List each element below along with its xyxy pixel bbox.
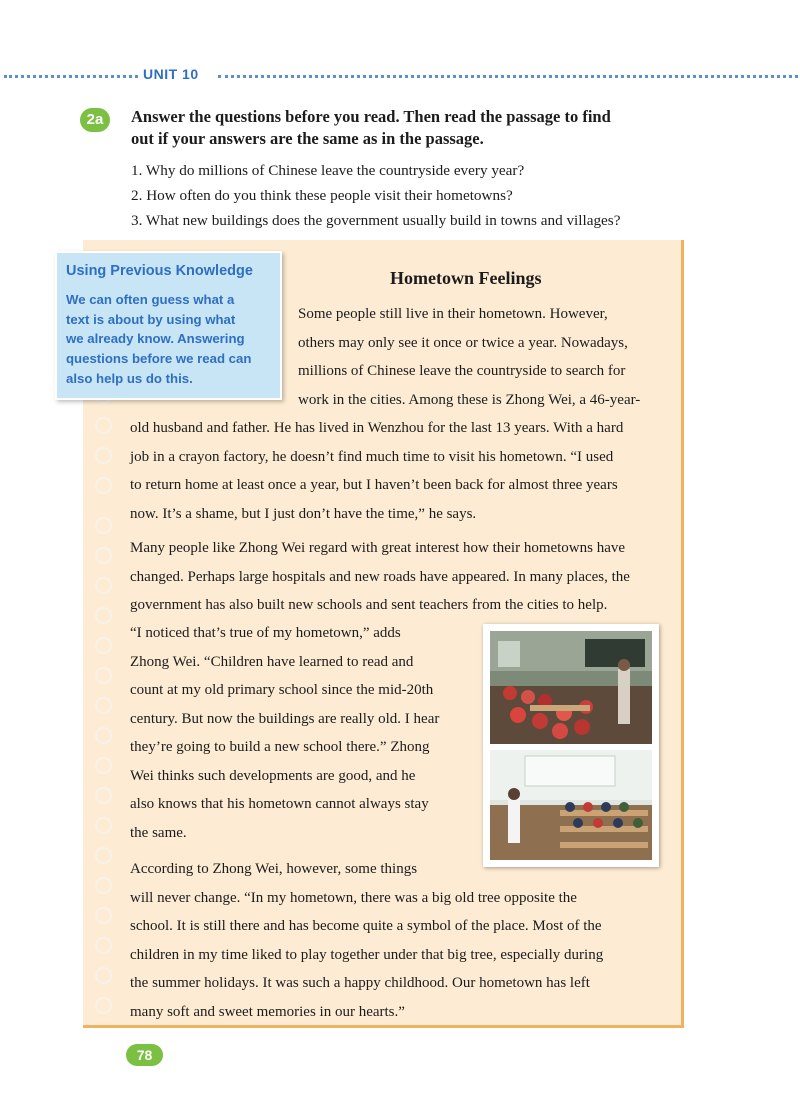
- unit-title: UNIT 10: [143, 66, 199, 82]
- passage-line: the summer holidays. It was such a happy childhood. Our hometown has left: [130, 975, 590, 991]
- passage-line: now. It’s a shame, but I just don’t have the time,” he says.: [130, 505, 477, 522]
- question-item: 3. What new buildings does the government usually build in towns and villages?: [131, 212, 621, 229]
- task-instruction: [131, 106, 691, 150]
- passage-paragraph-2: [130, 534, 630, 620]
- passage-line: to return home at least once a year, but I haven’t been back for almost three years: [130, 477, 618, 493]
- binder-ring-icon: [95, 997, 112, 1014]
- new-classroom-photo: [490, 750, 652, 860]
- passage-line: century. But now the buildings are really old. I hear: [130, 710, 440, 727]
- binder-ring-icon: [95, 787, 112, 804]
- binder-ring-icon: [95, 847, 112, 864]
- old-classroom-photo: [490, 631, 652, 744]
- passage-line: count at my old primary school since the mid-20th: [130, 682, 434, 698]
- binder-ring-icon: [95, 967, 112, 984]
- passage-line: millions of Chinese leave the countryside to search for: [298, 363, 626, 379]
- passage-paragraph-4: [130, 855, 603, 1026]
- passage-title: Hometown Feelings: [390, 268, 542, 288]
- task-badge: 2a: [80, 108, 110, 132]
- classroom-photos: [483, 624, 659, 867]
- binder-ring-icon: [95, 877, 112, 894]
- binder-ring-icon: [95, 817, 112, 834]
- passage-paragraph-3: [130, 619, 439, 847]
- passage-line: also knows that his hometown cannot always stay: [130, 796, 429, 812]
- old-classroom-image: [490, 631, 652, 744]
- question-item: 1. Why do millions of Chinese leave the countryside every year?: [131, 162, 525, 179]
- passage-line: work in the cities. Among these is Zhong Wei, a 46-year-: [298, 391, 641, 408]
- question-list: [131, 158, 620, 233]
- binder-ring-icon: [95, 907, 112, 924]
- tip-title: Using Previous Knowledge: [66, 263, 253, 279]
- binder-ring-icon: [95, 607, 112, 624]
- tip-line: we already know. Answering: [66, 331, 245, 347]
- passage-line: Some people still live in their hometown. However,: [298, 306, 608, 322]
- header-dotted-rule-left: [4, 75, 138, 78]
- binder-ring-icon: [95, 667, 112, 684]
- passage-line: will never change. “In my hometown, there was a big old tree opposite the: [130, 889, 577, 906]
- binder-ring-icon: [95, 637, 112, 654]
- passage-line: job in a crayon factory, he doesn’t find much time to visit his hometown. “I used: [130, 448, 614, 465]
- passage-line: Wei thinks such developments are good, and he: [130, 767, 416, 784]
- tip-line: questions before we read can: [66, 351, 252, 367]
- header-dotted-rule-right: [218, 75, 798, 78]
- binder-ring-icon: [95, 757, 112, 774]
- passage-line: “I noticed that’s true of my hometown,” adds: [130, 625, 401, 641]
- passage-line: children in my time liked to play together under that big tree, especially during: [130, 946, 604, 963]
- tip-line: text is about by using what: [66, 311, 236, 327]
- page-number: 78: [126, 1044, 163, 1066]
- passage-line: Zhong Wei. “Children have learned to read and: [130, 653, 414, 670]
- passage-line: school. It is still there and has become quite a symbol of the place. Most of the: [130, 918, 602, 934]
- tip-line: We can often guess what a: [66, 292, 235, 307]
- tip-line: also help us do this.: [66, 370, 193, 386]
- passage-line: According to Zhong Wei, however, some things: [130, 861, 418, 877]
- previous-knowledge-tip: [55, 251, 282, 400]
- binder-ring-icon: [95, 937, 112, 954]
- binder-ring-icon: [95, 577, 112, 594]
- passage-line: others may only see it once or twice a year. Nowadays,: [298, 334, 628, 351]
- passage-line: the same.: [130, 824, 187, 841]
- binder-ring-icon: [95, 547, 112, 564]
- binder-ring-icon: [95, 727, 112, 744]
- instruction-line: out if your answers are the same as in the passage.: [131, 129, 484, 148]
- passage-line: government has also built new schools and sent teachers from the cities to help.: [130, 597, 608, 613]
- passage-line: they’re going to build a new school there.” Zhong: [130, 739, 430, 755]
- instruction-line: Answer the questions before you read. Then read the passage to find: [131, 107, 611, 126]
- passage-line: changed. Perhaps large hospitals and new roads have appeared. In many places, the: [130, 568, 630, 585]
- passage-line: many soft and sweet memories in our hearts.”: [130, 1003, 405, 1020]
- passage-line: old husband and father. He has lived in Wenzhou for the last 13 years. With a hard: [130, 420, 624, 436]
- new-classroom-image: [490, 750, 652, 860]
- passage-line: Many people like Zhong Wei regard with great interest how their hometowns have: [130, 540, 626, 556]
- question-item: 2. How often do you think these people visit their hometowns?: [131, 187, 513, 204]
- binder-ring-icon: [95, 697, 112, 714]
- tip-body: [66, 290, 251, 389]
